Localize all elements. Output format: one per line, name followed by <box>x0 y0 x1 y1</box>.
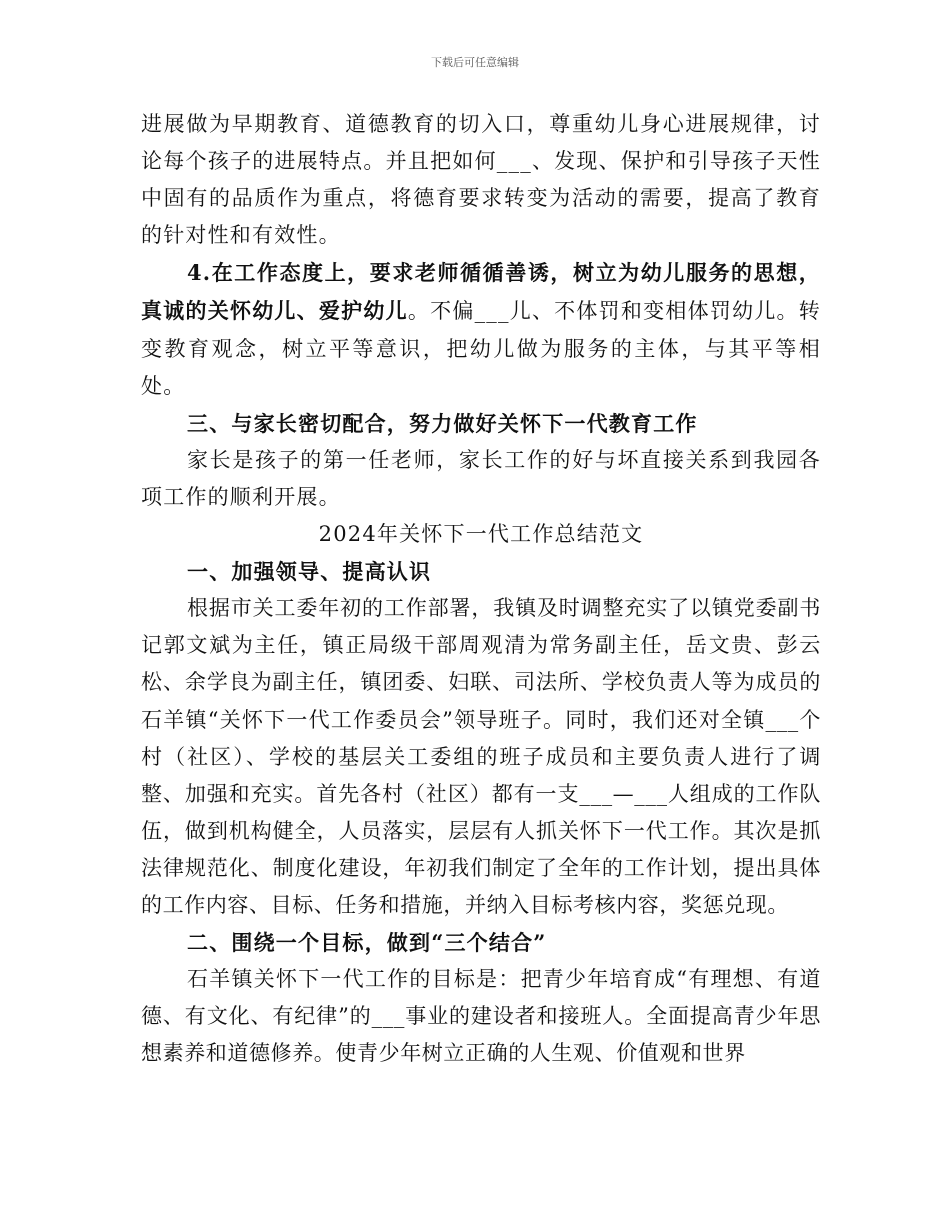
paragraph-3: 家长是孩子的第一任老师，家长工作的好与坏直接关系到我园各项工作的顺利开展。 <box>141 447 821 509</box>
paragraph-2-bold: 4.在工作态度上，要求老师循循善诱，树立为幼儿服务的思想，真诚的关怀幼儿、爱护幼儿 <box>141 260 821 324</box>
paragraph-1: 进展做为早期教育、道德教育的切入口，尊重幼儿身心进展规律，讨论每个孩子的进展特点。并且把如何___、发现、保护和引导孩子天性中固有的品质作为重点，将德育要求转变为活动的需要，提高了教育的针对性和有效性。 <box>141 112 821 248</box>
page-header: 下载后可任意编辑 <box>431 56 519 69</box>
section-heading-3: 三、与家长密切配合，努力做好关怀下一代教育工作 <box>187 410 698 436</box>
paragraph-4: 根据市关工委年初的工作部署，我镇及时调整充实了以镇党委副书记郭文斌为主任，镇正局级干部周观清为常务副主任，岳文贵、彭云松、余学良为副主任，镇团委、妇联、司法所、学校负责人等为成员的石羊镇“关怀下一代工作委员会”领导班子。同时，我们还对全镇___个村（社区）、学校的基层关工委组的班子成员和主要负责人进行了调整、加强和充实。首先各村（社区）都有一支___—___人组成的工作队伍，做到机构健全，人员落实，层层有人抓关怀下一代工作。其次是抓法律规范化、制度化建设，年初我们制定了全年的工作计划，提出具体的工作内容、目标、任务和措施，并纳入目标考核内容，奖惩兑现。 <box>141 596 821 917</box>
paragraph-2 <box>141 254 821 404</box>
document-body <box>141 106 821 1072</box>
section-heading-2: 二、围绕一个目标，做到“三个结合” <box>187 930 547 956</box>
paragraph-5: 石羊镇关怀下一代工作的目标是：把青少年培育成“有理想、有道德、有文化、有纪律”的___事业的建设者和接班人。全面提高青少年思想素养和道德修养。使青少年树立正确的人生观、价值观和世界 <box>141 967 821 1066</box>
section-heading-1: 一、加强领导、提高认识 <box>187 559 432 585</box>
document-title: 2024年关怀下一代工作总结范文 <box>318 522 644 547</box>
paragraph-2-rest: 。不偏___儿、不体罚和变相体罚幼儿。转变教育观念，树立平等意识，把幼儿做为服务的主体，与其平等相处。 <box>141 299 821 398</box>
